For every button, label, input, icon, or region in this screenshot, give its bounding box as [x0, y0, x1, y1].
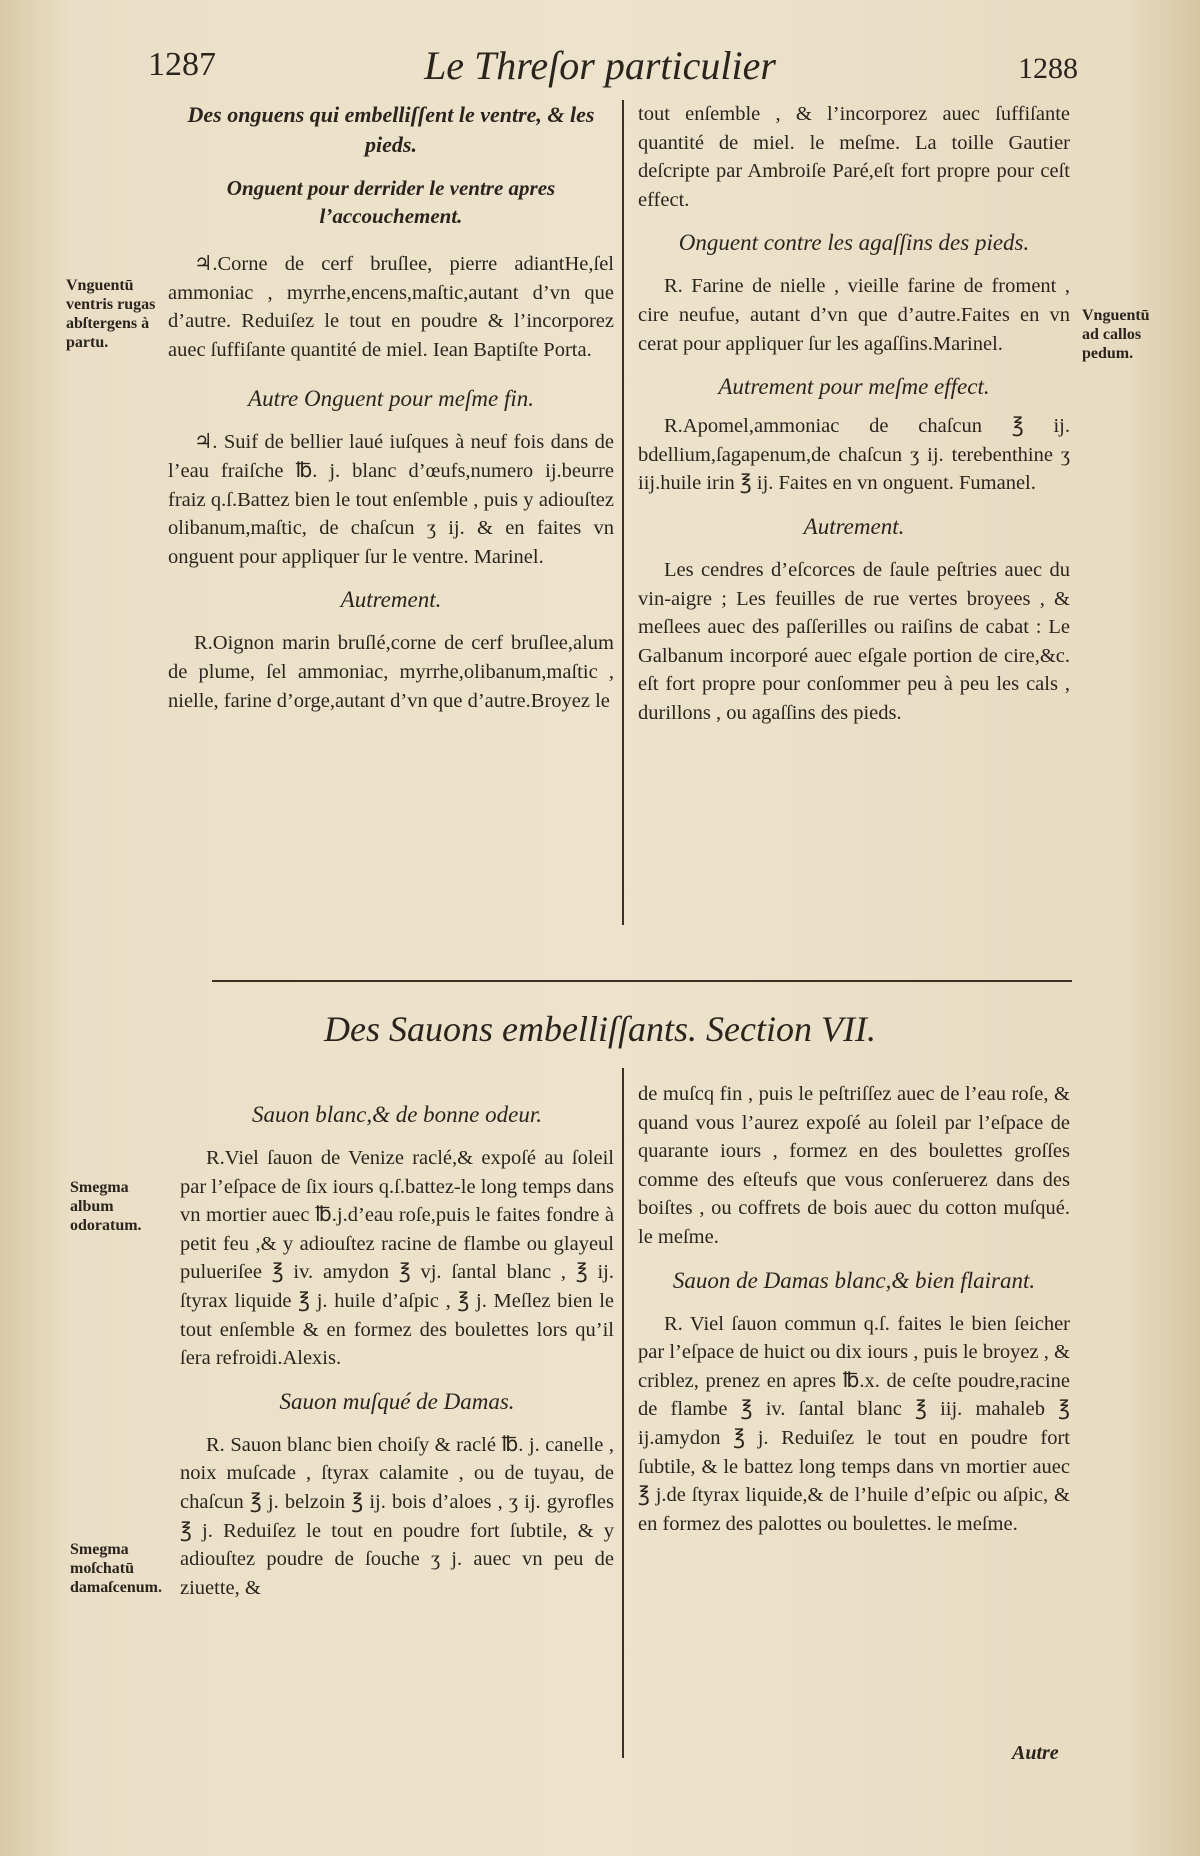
- subheading-meme-effet: Autrement pour meſme effect.: [718, 374, 990, 400]
- page-number-right: 1288: [1018, 52, 1078, 85]
- subheading-autrement-1: Autrement.: [340, 587, 442, 613]
- paragraph-tout-ensemble: tout enſemble , & l’incorporez auec ſuffiſante quantité de miel. le meſme. La toille Gautier deſcripte par Ambroiſe Paré,eſt fort propre pour ceſt effect.: [638, 103, 1070, 211]
- running-title: Le Threſor particulier: [424, 43, 776, 88]
- paragraph-viel-sauon-commun: R. Viel ſauon commun q.ſ. faites le bien ſeicher par l’eſpace de huict ou dix iours , puis le broyez , & criblez, prenez en apres ℔.x. de ceſte poudre,racine de flambe ℥ iv. ſantal blanc ℥ iij. mahaleb ℥ ij.amydon ℥ j. Reduiſez le tout en poudre fort ſubtile, & le battez long temps dans vn mortier auec ℥ j.de ſtyrax liquide,& de l’huile d’eſpic ou aſpic, & en formez des palottes ou boulettes. le meſme.: [638, 1312, 1070, 1535]
- subheading-damas-blanc: Sauon de Damas blanc,& bien flairant.: [672, 1267, 1036, 1293]
- paragraph-farine: R. Farine de nielle , vieille farine de froment , cire neufue, autant d’vn que d’autre.Faites en vn cerat pour appliquer ſur les agaſſins.Marinel.: [638, 275, 1070, 355]
- left-column-bottom: [180, 1090, 614, 1602]
- paragraph-viel-sauon: R.Viel ſauon de Venize raclé,& expoſé au ſoleil par l’eſpace de ſix iours q.ſ.battez-le long temps dans vn mortier auec ℔.j.d’eau roſe,puis le faites fondre à petit feu ,& y adiouſtez racine de flambe ou glayeul pulueriſee ℥ iv. amydon ℥ vj. ſantal blanc , ℥ ij. ſtyrax liquide ℥ j. huile d’aſpic , ℥ j. Meſlez bien le tout enſemble & en formez des boulettes lors qu’il ſera refroidi.Alexis.: [180, 1147, 614, 1370]
- margin-note-smegma-album: Smegma album odoratum.: [70, 1179, 142, 1234]
- paragraph-cendres: Les cendres d’eſcorces de ſaule peſtries auec du vin-aigre ; Les feuilles de rue vertes broyees , & meſlees auec des paſſerilles ou raiſins de cabat : Le Galbanum incorporé auec eſgale portion de cire,&c. eſt fort propre pour conſommer peu à peu les cals , durillons , ou agaſſins des pieds.: [638, 558, 1070, 724]
- column-divider-top: [622, 100, 624, 925]
- margin-note-callos: Vnguentū ad callos pedum.: [1082, 307, 1150, 362]
- subheading-autrement-2: Autrement.: [803, 513, 905, 539]
- right-column-top: [638, 100, 1070, 728]
- paragraph-corne: ♃.Corne de cerf bruſlee, pierre adiantHe,ſel ammoniac , myrrhe,encens,maſtic,autant d’vn que d’autre. Reduiſez le tout en poudre & l’incorporez auec ſuffiſante quantité de miel. Iean Baptiſte Porta.: [168, 253, 614, 361]
- subheading-sauon-musque: Sauon muſqué de Damas.: [279, 1388, 515, 1414]
- catchword: Autre: [1012, 1742, 1059, 1764]
- page-number-left: 1287: [148, 46, 216, 83]
- right-column-bottom: [638, 1080, 1070, 1538]
- margin-note-smegma-moschatum: Smegma moſchatū damaſcenum.: [70, 1541, 162, 1596]
- paragraph-oignon: R.Oignon marin bruſlé,corne de cerf bruſlee,alum de plume, ſel ammoniac, myrrhe,olibanum,maſtic , nielle, farine d’orge,autant d’vn que d’autre.Broyez le: [168, 632, 614, 712]
- subheading-derrider: Onguent pour derrider le ventre apres l’accouchement.: [226, 176, 556, 228]
- subheading-agassins: Onguent contre les agaſſins des pieds.: [678, 230, 1030, 256]
- page-header: [0, 38, 1200, 98]
- paragraph-suif: ♃. Suif de bellier laué iuſques à neuf fois dans de l’eau fraiſche ℔. j. blanc d’œufs,numero ij.beurre fraiz q.ſ.Battez bien le tout enſemble , puis y adiouſtez olibanum,maſtic, de chaſcun ʒ ij. & en faites vn onguent pour appliquer ſur le ventre. Marinel.: [168, 431, 614, 568]
- column-divider-bottom: [622, 1068, 624, 1758]
- paragraph-muscq: de muſcq fin , puis le peſtriſſez auec de l’eau roſe, & quand vous l’aurez expoſé au ſoleil par l’eſpace de quarante iours , formez en des boulettes groſſes comme des eſteufs que vous conſeruerez dans des boiſtes , ou coffrets de bois auec du cotton muſqué. le meſme.: [638, 1083, 1070, 1248]
- heading-onguens: Des onguens qui embelliſſent le ventre, & les pieds.: [187, 102, 595, 157]
- section-title: Des Sauons embelliſſants. Section VII.: [324, 1009, 876, 1049]
- paragraph-sauon-blanc-choisy: R. Sauon blanc bien choiſy & raclé ℔. j. canelle , noix muſcade , ſtyrax calamite , ou de tuyau, de chaſcun ℥ j. belzoin ℥ ij. bois d’aloes , ʒ ij. gyrofles ℥ j. Reduiſez le tout en poudre fort ſubtile, & y adiouſtez poudre de ſouche ʒ j. auec vn peu de ziuette, &: [180, 1433, 614, 1599]
- subheading-sauon-blanc: Sauon blanc,& de bonne odeur.: [251, 1102, 542, 1127]
- paragraph-apomel: R.Apomel,ammoniac de chaſcun ℥ ij. bdellium,ſagapenum,de chaſcun ʒ ij. terebenthine ʒ iij.huile irin ℥ ij. Faites en vn onguent. Fumanel.: [638, 415, 1070, 495]
- section-rule: [212, 980, 1072, 982]
- left-column-top: [168, 100, 614, 715]
- subheading-autre-onguent: Autre Onguent pour meſme fin.: [248, 386, 534, 412]
- margin-note-ventris: Vnguentū ventris rugas abſtergens à partu.: [66, 277, 156, 351]
